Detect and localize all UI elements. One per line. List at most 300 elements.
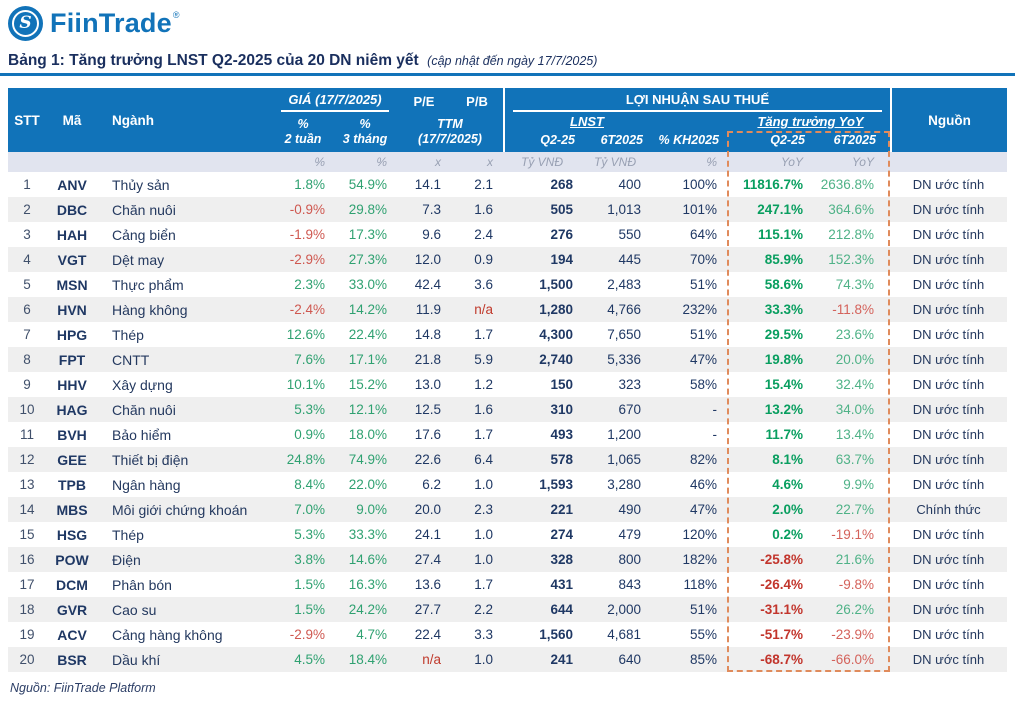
cell-nganh: Chăn nuôi	[112, 401, 176, 418]
cell-pct-kh2025: 85%	[689, 652, 717, 667]
table-row	[8, 347, 1007, 372]
cell-lnst-q2-25: 578	[550, 452, 573, 467]
cell-lnst-6t2025: 7,650	[607, 327, 641, 342]
table-row	[8, 597, 1007, 622]
cell-lnst-6t2025: 445	[618, 252, 641, 267]
cell-stt: 5	[23, 277, 31, 292]
units-row	[8, 152, 1007, 172]
cell-yoy-q2-25: -31.1%	[760, 602, 803, 617]
cell-pct-kh2025: 46%	[689, 477, 717, 492]
col-group-lnst	[503, 88, 890, 152]
unit-lnst-q2: Tỷ VNĐ	[521, 155, 563, 169]
cell-lnst-6t2025: 4,766	[607, 302, 641, 317]
cell-yoy-q2-25: 58.6%	[764, 277, 803, 292]
cell-pct-kh2025: 182%	[682, 552, 717, 567]
cell-stt: 13	[19, 477, 35, 492]
cell-stt: 19	[19, 627, 35, 642]
cell-lnst-6t2025: 1,013	[607, 202, 641, 217]
cell-pe: 42.4	[414, 277, 441, 292]
col-header-2tuan: % 2 tuần	[284, 117, 322, 146]
cell-lnst-q2-25: 274	[550, 527, 573, 542]
cell-lnst-q2-25: 310	[550, 402, 573, 417]
cell-stt: 20	[19, 652, 35, 667]
cell-lnst-6t2025: 670	[618, 402, 641, 417]
cell-ma: HSG	[56, 526, 88, 543]
cell-nguon: DN ước tính	[912, 527, 985, 542]
cell-lnst-6t2025: 323	[618, 377, 641, 392]
cell-lnst-6t2025: 550	[618, 227, 641, 242]
cell-pe: 11.9	[415, 302, 441, 317]
cell-nganh: Hàng không	[112, 301, 188, 318]
cell-yoy-q2-25: 15.4%	[764, 377, 803, 392]
cell-lnst-q2-25: 644	[550, 602, 573, 617]
cell-ma: MBS	[56, 501, 88, 518]
cell-nganh: Xây dựng	[112, 376, 173, 393]
subgroup-lnst	[505, 112, 729, 152]
cell-pct-kh2025: 55%	[689, 627, 717, 642]
cell-lnst-q2-25: 431	[550, 577, 573, 592]
cell-nganh: Chăn nuôi	[112, 201, 176, 218]
cell-pct-2w: -2.9%	[289, 627, 325, 642]
cell-ma: DBC	[56, 201, 88, 218]
cell-ma: GEE	[57, 451, 87, 468]
cell-ma: BVH	[57, 426, 87, 443]
title-suffix: (cập nhật đến ngày 17/7/2025)	[427, 54, 598, 68]
cell-stt: 3	[23, 227, 31, 242]
cell-pct-2w: 2.3%	[294, 277, 325, 292]
cell-yoy-q2-25: 19.8%	[764, 352, 803, 367]
cell-pct-2w: 5.3%	[294, 402, 325, 417]
cell-yoy-6t2025: 23.6%	[835, 327, 874, 342]
cell-pct-2w: 1.8%	[294, 177, 325, 192]
cell-yoy-q2-25: 13.2%	[764, 402, 803, 417]
table-row	[8, 397, 1007, 422]
table-row	[8, 422, 1007, 447]
table-row	[8, 522, 1007, 547]
cell-nguon: Chính thức	[916, 502, 981, 517]
col-header-lnst-q2: Q2-25	[540, 133, 575, 147]
source-note: Nguồn: FiinTrade Platform	[10, 681, 156, 695]
cell-nguon: DN ước tính	[912, 177, 985, 192]
col-header-yoy-6t: 6T2025	[833, 133, 876, 147]
cell-lnst-q2-25: 2,740	[539, 352, 573, 367]
cell-pe: 14.1	[414, 177, 441, 192]
cell-stt: 8	[23, 352, 31, 367]
cell-pb: 1.0	[474, 477, 493, 492]
cell-lnst-q2-25: 150	[550, 377, 573, 392]
cell-pct-3m: 9.0%	[356, 502, 387, 517]
cell-yoy-q2-25: 29.5%	[764, 327, 803, 342]
col-group-gia	[273, 88, 397, 152]
cell-pct-3m: 14.2%	[348, 302, 387, 317]
cell-nguon: DN ước tính	[912, 577, 985, 592]
cell-pe: 12.0	[414, 252, 441, 267]
cell-pct-2w: 5.3%	[294, 527, 325, 542]
table-row	[8, 472, 1007, 497]
cell-yoy-6t2025: 34.0%	[835, 402, 874, 417]
cell-yoy-6t2025: 152.3%	[828, 252, 874, 267]
col-header-3thang: % 3 tháng	[342, 117, 388, 146]
table-title	[8, 52, 597, 70]
cell-yoy-6t2025: 20.0%	[835, 352, 874, 367]
cell-pb: 1.0	[474, 527, 493, 542]
cell-pe: 7.3	[422, 202, 441, 217]
cell-pct-3m: 22.4%	[348, 327, 387, 342]
cell-pe: 27.4	[414, 552, 441, 567]
cell-pb: 2.1	[474, 177, 493, 192]
cell-yoy-q2-25: 11816.7%	[742, 177, 803, 192]
fiintrade-logo-icon	[8, 6, 43, 41]
cell-yoy-6t2025: 26.2%	[835, 602, 874, 617]
cell-lnst-6t2025: 4,681	[607, 627, 641, 642]
cell-pe: n/a	[422, 652, 441, 667]
title-divider	[0, 73, 1015, 76]
cell-pb: 1.0	[474, 552, 493, 567]
brand-header	[8, 6, 178, 41]
cell-pct-3m: 18.4%	[348, 652, 387, 667]
cell-yoy-6t2025: 32.4%	[835, 377, 874, 392]
table-row	[8, 197, 1007, 222]
cell-yoy-q2-25: 247.1%	[757, 202, 803, 217]
cell-nganh: Bảo hiểm	[112, 426, 172, 443]
cell-pct-2w: 7.0%	[294, 502, 325, 517]
unit-3thang: %	[376, 155, 387, 169]
col-header-kh2025: % KH2025	[658, 133, 719, 147]
unit-yoy-q2: YoY	[780, 155, 803, 169]
cell-yoy-6t2025: 22.7%	[835, 502, 874, 517]
cell-ma: HAG	[56, 401, 88, 418]
cell-pe: 22.6	[414, 452, 441, 467]
cell-stt: 16	[19, 552, 35, 567]
cell-lnst-6t2025: 1,065	[607, 452, 641, 467]
cell-pb: 0.9	[474, 252, 493, 267]
cell-ma: FPT	[58, 351, 86, 368]
cell-nganh: Môi giới chứng khoán	[112, 501, 248, 518]
cell-nganh: Cảng hàng không	[112, 626, 223, 643]
cell-pct-3m: 54.9%	[348, 177, 387, 192]
cell-pct-2w: 8.4%	[294, 477, 325, 492]
cell-stt: 9	[23, 377, 31, 392]
cell-ma: ACV	[57, 626, 87, 643]
table-row	[8, 297, 1007, 322]
cell-nguon: DN ước tính	[912, 652, 985, 667]
cell-pct-kh2025: 101%	[682, 202, 717, 217]
cell-nguon: DN ước tính	[912, 602, 985, 617]
table-row	[8, 647, 1007, 672]
cell-yoy-q2-25: 8.1%	[772, 452, 803, 467]
cell-lnst-q2-25: 493	[550, 427, 573, 442]
cell-nganh: Thép	[112, 326, 144, 343]
cell-nguon: DN ước tính	[912, 302, 985, 317]
table-body	[8, 172, 1007, 672]
col-header-ttm: TTM (17/7/2025)	[418, 117, 482, 146]
cell-pct-3m: 14.6%	[348, 552, 387, 567]
gia-group-label: GIÁ (17/7/2025)	[281, 90, 389, 112]
cell-yoy-q2-25: 11.7%	[765, 427, 803, 442]
cell-yoy-q2-25: 115.1%	[757, 227, 803, 242]
cell-lnst-q2-25: 221	[550, 502, 573, 517]
cell-lnst-q2-25: 276	[550, 227, 573, 242]
cell-yoy-6t2025: -19.1%	[831, 527, 874, 542]
unit-2tuan: %	[314, 155, 325, 169]
cell-stt: 17	[19, 577, 35, 592]
unit-pe: x	[435, 155, 441, 169]
cell-pct-kh2025: 120%	[682, 527, 717, 542]
cell-pe: 22.4	[414, 627, 441, 642]
cell-ma: GVR	[56, 601, 88, 618]
cell-pct-3m: 4.7%	[356, 627, 387, 642]
cell-yoy-6t2025: 9.9%	[843, 477, 874, 492]
cell-pb: 1.0	[474, 652, 493, 667]
cell-pe: 13.6	[414, 577, 441, 592]
cell-pct-3m: 15.2%	[348, 377, 387, 392]
table-row	[8, 447, 1007, 472]
growth-sublabel: Tăng trưởng YoY	[757, 114, 864, 129]
cell-pct-3m: 74.9%	[348, 452, 387, 467]
cell-pct-2w: -0.9%	[289, 202, 325, 217]
cell-nguon: DN ước tính	[912, 277, 985, 292]
unit-pb: x	[487, 155, 493, 169]
cell-yoy-q2-25: 4.6%	[772, 477, 803, 492]
cell-pct-kh2025: 232%	[682, 302, 717, 317]
cell-pct-3m: 17.1%	[348, 352, 387, 367]
cell-pe: 27.7	[414, 602, 441, 617]
cell-pct-kh2025: 47%	[689, 352, 717, 367]
cell-nguon: DN ước tính	[912, 352, 985, 367]
cell-yoy-6t2025: -11.8%	[832, 302, 874, 317]
cell-pct-kh2025: 82%	[689, 452, 717, 467]
cell-lnst-q2-25: 268	[550, 177, 573, 192]
cell-nganh: Phân bón	[112, 576, 172, 593]
cell-pct-kh2025: -	[712, 427, 717, 442]
cell-yoy-q2-25: 2.0%	[772, 502, 803, 517]
table-header	[8, 88, 1007, 152]
cell-nguon: DN ước tính	[912, 227, 985, 242]
brand-name: FiinTrade	[50, 8, 172, 38]
cell-lnst-q2-25: 4,300	[539, 327, 573, 342]
lnst-sublabel: LNST	[570, 114, 604, 129]
cell-pct-kh2025: 70%	[689, 252, 717, 267]
cell-yoy-q2-25: -51.7%	[760, 627, 803, 642]
cell-nguon: DN ước tính	[912, 427, 985, 442]
unit-lnst-6t: Tỷ VNĐ	[594, 155, 636, 169]
cell-nganh: Cảng biển	[112, 226, 176, 243]
cell-pct-2w: 10.1%	[286, 377, 325, 392]
table-row	[8, 222, 1007, 247]
cell-nganh: Cao su	[112, 601, 157, 618]
cell-stt: 2	[23, 202, 31, 217]
cell-pb: 5.9	[474, 352, 493, 367]
cell-yoy-6t2025: 74.3%	[835, 277, 874, 292]
cell-pct-2w: 0.9%	[294, 427, 325, 442]
cell-yoy-6t2025: 63.7%	[835, 452, 874, 467]
cell-yoy-q2-25: -26.4%	[760, 577, 803, 592]
cell-ma: POW	[55, 551, 89, 568]
cell-nganh: Dầu khí	[112, 651, 161, 668]
cell-lnst-q2-25: 1,593	[539, 477, 573, 492]
cell-pct-3m: 27.3%	[348, 252, 387, 267]
cell-pe: 14.8	[414, 327, 441, 342]
col-header-lnst-6t: 6T2025	[600, 133, 643, 147]
logo-glyph: S	[19, 13, 32, 33]
cell-ma: VGT	[57, 251, 87, 268]
cell-ma: BSR	[57, 651, 87, 668]
cell-pe: 21.8	[414, 352, 441, 367]
cell-yoy-6t2025: 2636.8%	[820, 177, 874, 192]
col-header-yoy-q2: Q2-25	[770, 133, 805, 147]
cell-pct-3m: 33.3%	[348, 527, 387, 542]
cell-pct-3m: 22.0%	[348, 477, 387, 492]
cell-stt: 7	[23, 327, 31, 342]
col-header-pe: P/E	[413, 93, 435, 109]
cell-lnst-6t2025: 5,336	[607, 352, 641, 367]
cell-pct-kh2025: -	[712, 402, 717, 417]
table-row	[8, 497, 1007, 522]
cell-pct-kh2025: 47%	[689, 502, 717, 517]
cell-lnst-6t2025: 490	[618, 502, 641, 517]
col-group-pe-pb	[397, 88, 503, 152]
cell-pct-2w: 12.6%	[286, 327, 325, 342]
cell-yoy-6t2025: 13.4%	[835, 427, 874, 442]
cell-nguon: DN ước tính	[912, 627, 985, 642]
cell-nguon: DN ước tính	[912, 327, 985, 342]
profit-growth-table	[8, 88, 1007, 672]
cell-pb: 2.3	[474, 502, 493, 517]
table-row	[8, 572, 1007, 597]
cell-pb: 1.7	[474, 577, 493, 592]
cell-pct-3m: 33.0%	[348, 277, 387, 292]
cell-nguon: DN ước tính	[912, 402, 985, 417]
cell-pb: 1.7	[474, 427, 493, 442]
cell-nguon: DN ước tính	[912, 477, 985, 492]
table-row	[8, 172, 1007, 197]
cell-nguon: DN ước tính	[912, 377, 985, 392]
cell-nganh: Thép	[112, 526, 144, 543]
cell-pct-2w: -1.9%	[289, 227, 325, 242]
col-header-ma: Mã	[62, 112, 82, 128]
cell-stt: 10	[19, 402, 35, 417]
cell-ma: HHV	[57, 376, 87, 393]
cell-nganh: Điện	[112, 551, 141, 568]
cell-pct-3m: 18.0%	[348, 427, 387, 442]
unit-kh: %	[706, 155, 717, 169]
cell-lnst-6t2025: 640	[618, 652, 641, 667]
cell-pb: 3.3	[474, 627, 493, 642]
cell-ma: HPG	[56, 326, 88, 343]
cell-nganh: Thiết bị điện	[112, 451, 189, 468]
cell-pct-2w: -2.4%	[289, 302, 325, 317]
cell-nganh: Thủy sản	[112, 176, 170, 193]
cell-lnst-q2-25: 1,560	[539, 627, 573, 642]
cell-pb: 1.2	[474, 377, 493, 392]
cell-pe: 9.6	[422, 227, 441, 242]
cell-pct-kh2025: 58%	[689, 377, 717, 392]
cell-pct-2w: 3.8%	[294, 552, 325, 567]
cell-pb: 1.6	[474, 202, 493, 217]
cell-yoy-6t2025: 212.8%	[828, 227, 874, 242]
cell-pct-3m: 17.3%	[348, 227, 387, 242]
cell-yoy-6t2025: -66.0%	[831, 652, 874, 667]
cell-yoy-6t2025: -9.8%	[838, 577, 874, 592]
cell-nganh: Dệt may	[112, 251, 165, 268]
cell-yoy-q2-25: 0.2%	[772, 527, 803, 542]
cell-pe: 24.1	[414, 527, 441, 542]
cell-ma: TPB	[58, 476, 86, 493]
cell-pct-2w: 4.5%	[294, 652, 325, 667]
title-main: Bảng 1: Tăng trưởng LNST Q2-2025 của 20 DN niêm yết	[8, 52, 419, 69]
cell-nguon: DN ước tính	[912, 252, 985, 267]
cell-pct-kh2025: 51%	[689, 602, 717, 617]
cell-lnst-q2-25: 505	[550, 202, 573, 217]
cell-lnst-6t2025: 400	[618, 177, 641, 192]
cell-nguon: DN ước tính	[912, 452, 985, 467]
cell-lnst-6t2025: 3,280	[607, 477, 641, 492]
cell-ma: HVN	[57, 301, 87, 318]
cell-lnst-6t2025: 2,483	[607, 277, 641, 292]
cell-nganh: Ngân hàng	[112, 476, 181, 493]
cell-lnst-6t2025: 2,000	[607, 602, 641, 617]
cell-pct-2w: 1.5%	[294, 577, 325, 592]
cell-pb: 2.2	[474, 602, 493, 617]
col-header-nguon: Nguồn	[890, 88, 1007, 152]
table-row	[8, 247, 1007, 272]
cell-yoy-6t2025: 21.6%	[835, 552, 874, 567]
cell-pct-2w: 24.8%	[286, 452, 325, 467]
cell-pb: 6.4	[474, 452, 493, 467]
cell-pe: 12.5	[414, 402, 441, 417]
cell-pct-2w: 1.5%	[294, 602, 325, 617]
cell-ma: DCM	[56, 576, 88, 593]
table-row	[8, 322, 1007, 347]
registered-mark: ®	[172, 9, 180, 20]
cell-yoy-q2-25: -25.8%	[760, 552, 803, 567]
cell-pct-2w: -2.9%	[289, 252, 325, 267]
cell-ma: HAH	[56, 226, 88, 243]
cell-pb: 3.6	[474, 277, 493, 292]
cell-lnst-6t2025: 479	[618, 527, 641, 542]
cell-lnst-6t2025: 800	[618, 552, 641, 567]
cell-pb: n/a	[474, 302, 493, 317]
cell-nguon: DN ước tính	[912, 202, 985, 217]
cell-stt: 6	[23, 302, 31, 317]
unit-yoy-6t: YoY	[851, 155, 874, 169]
cell-pct-3m: 29.8%	[348, 202, 387, 217]
cell-yoy-q2-25: 85.9%	[764, 252, 803, 267]
cell-stt: 12	[19, 452, 35, 467]
cell-nganh: CNTT	[112, 351, 150, 368]
cell-yoy-q2-25: 33.3%	[764, 302, 803, 317]
cell-pct-kh2025: 51%	[689, 277, 717, 292]
cell-lnst-q2-25: 1,500	[539, 277, 573, 292]
cell-pb: 1.6	[474, 402, 493, 417]
cell-pct-2w: 7.6%	[294, 352, 325, 367]
col-header-stt: STT	[14, 112, 40, 128]
cell-pb: 1.7	[474, 327, 493, 342]
cell-stt: 4	[23, 252, 31, 267]
cell-yoy-6t2025: 364.6%	[828, 202, 874, 217]
lnst-group-label: LỢI NHUẬN SAU THUẾ	[513, 90, 882, 112]
col-header-pb: P/B	[466, 93, 488, 109]
cell-pct-3m: 12.1%	[348, 402, 387, 417]
cell-pct-kh2025: 118%	[683, 577, 717, 592]
cell-pct-kh2025: 51%	[689, 327, 717, 342]
cell-pct-3m: 16.3%	[348, 577, 387, 592]
table-row	[8, 272, 1007, 297]
cell-pct-kh2025: 64%	[689, 227, 717, 242]
cell-pe: 17.6	[414, 427, 441, 442]
cell-lnst-q2-25: 241	[550, 652, 573, 667]
cell-nguon: DN ước tính	[912, 552, 985, 567]
